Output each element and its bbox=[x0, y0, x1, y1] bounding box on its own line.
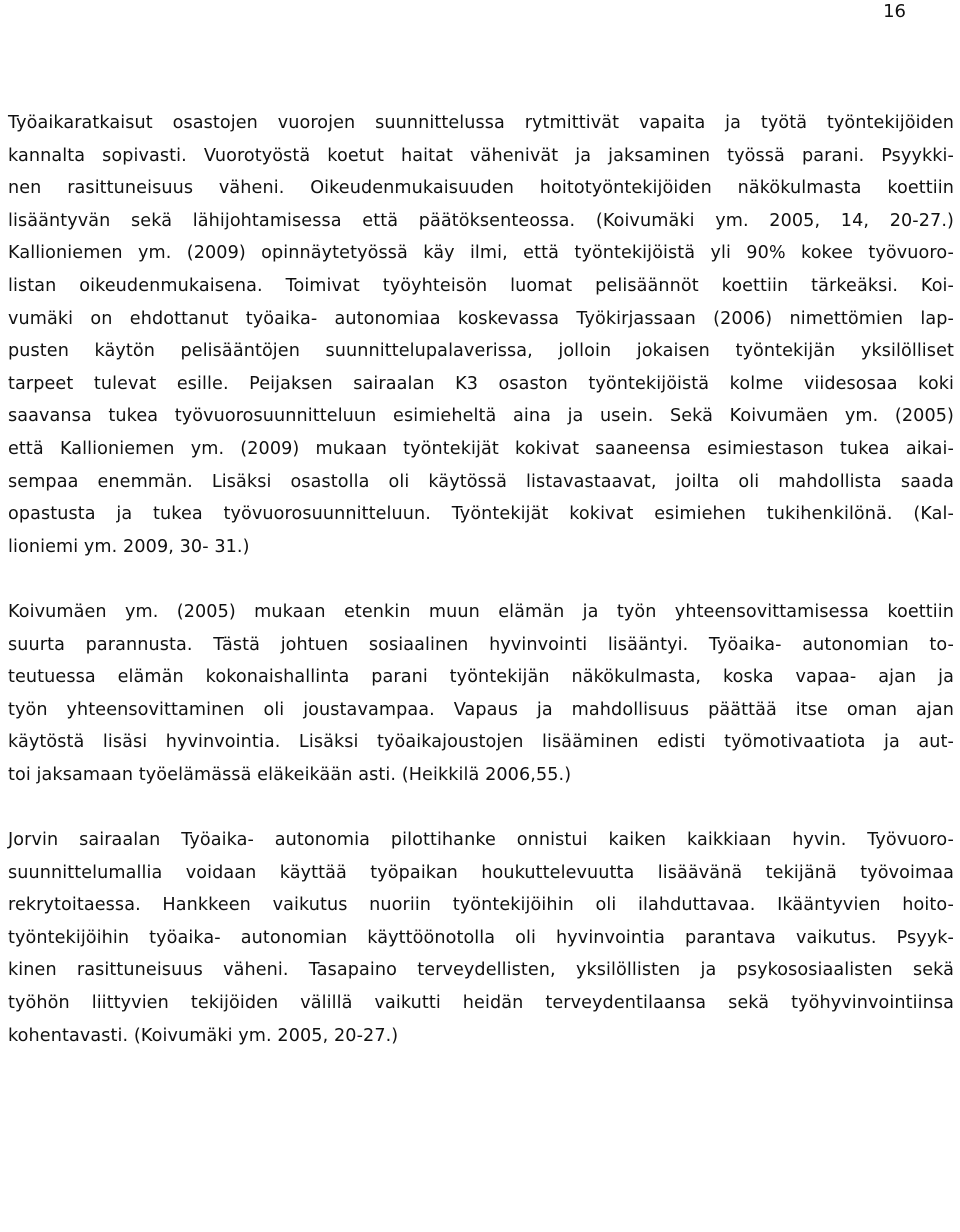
text-line: sempaa enemmän. Lisäksi osastolla oli käytössä listavastaavat, joilta oli mahdollista saada bbox=[8, 471, 954, 492]
text-line: teutuessa elämän kokonaishallinta parani työntekijän näkökulmasta, koska vapaa- ajan ja bbox=[8, 667, 954, 688]
page-number: 16 bbox=[883, 1, 906, 22]
text-line: suurta parannusta. Tästä johtuen sosiaalinen hyvinvointi lisääntyi. Työaika- autonomian to- bbox=[8, 634, 954, 655]
text-line: että Kallioniemen ym. (2009) mukaan työntekijät kokivat saaneensa esimiestason tukea aikai- bbox=[8, 438, 954, 459]
document-body bbox=[8, 107, 954, 1052]
text-line: työhön liittyvien tekijöiden välillä vaikutti heidän terveydentilaansa sekä työhyvinvointiinsa bbox=[8, 993, 954, 1014]
text-line: käytöstä lisäsi hyvinvointia. Lisäksi työaikajoustojen lisääminen edisti työmotivaatiota ja aut- bbox=[8, 732, 954, 753]
paragraph-2 bbox=[8, 596, 954, 792]
text-line: työntekijöihin työaika- autonomian käyttöönotolla oli hyvinvointia parantava vaikutus. Psyyk- bbox=[8, 927, 954, 948]
text-line: pusten käytön pelisääntöjen suunnittelupalaverissa, jolloin jokaisen työntekijän yksilölliset bbox=[8, 341, 954, 362]
text-line: listan oikeudenmukaisena. Toimivat työyhteisön luomat pelisäännöt koettiin tärkeäksi. Koi- bbox=[8, 275, 954, 296]
paragraph-spacer bbox=[8, 791, 954, 824]
text-line: Koivumäen ym. (2005) mukaan etenkin muun elämän ja työn yhteensovittamisessa koettiin bbox=[8, 601, 954, 622]
paragraph-1 bbox=[8, 107, 954, 563]
text-line: nen rasittuneisuus väheni. Oikeudenmukaisuuden hoitotyöntekijöiden näkökulmasta koettiin bbox=[8, 178, 954, 199]
text-line: saavansa tukea työvuorosuunnitteluun esimieheltä aina ja usein. Sekä Koivumäen ym. (2005) bbox=[8, 406, 954, 427]
text-line: suunnittelumallia voidaan käyttää työpaikan houkuttelevuutta lisäävänä tekijänä työvoimaa bbox=[8, 862, 954, 883]
text-line: opastusta ja tukea työvuorosuunnitteluun. Työntekijät kokivat esimiehen tukihenkilönä. (Kal- bbox=[8, 504, 954, 525]
text-line: kohentavasti. (Koivumäki ym. 2005, 20-27.) bbox=[8, 1025, 399, 1046]
paragraph-3 bbox=[8, 824, 954, 1052]
text-line: kannalta sopivasti. Vuorotyöstä koetut haitat vähenivät ja jaksaminen työssä parani. Psyykki- bbox=[8, 145, 954, 166]
text-line: lisääntyvän sekä lähijohtamisessa että päätöksenteossa. (Koivumäki ym. 2005, 14, 20-27.) bbox=[8, 210, 954, 231]
text-line: lioniemi ym. 2009, 30- 31.) bbox=[8, 536, 250, 557]
text-line: tarpeet tulevat esille. Peijaksen sairaalan K3 osaston työntekijöistä kolme viidesosaa koki bbox=[8, 373, 954, 394]
text-line: Kallioniemen ym. (2009) opinnäytetyössä käy ilmi, että työntekijöistä yli 90% kokee työvuoro- bbox=[8, 243, 954, 264]
text-line: rekrytoitaessa. Hankkeen vaikutus nuoriin työntekijöihin oli ilahduttavaa. Ikääntyvien hoito- bbox=[8, 895, 954, 916]
text-line: Työaikaratkaisut osastojen vuorojen suunnittelussa rytmittivät vapaita ja työtä työntekijöiden bbox=[8, 113, 954, 133]
text-line: vumäki on ehdottanut työaika- autonomiaa koskevassa Työkirjassaan (2006) nimettömien lap- bbox=[8, 308, 954, 329]
text-line: Jorvin sairaalan Työaika- autonomia pilottihanke onnistui kaiken kaikkiaan hyvin. Työvuoro- bbox=[8, 830, 954, 851]
text-line: kinen rasittuneisuus väheni. Tasapaino terveydellisten, yksilöllisten ja psykososiaalisten sekä bbox=[8, 960, 954, 981]
paragraph-spacer bbox=[8, 563, 954, 596]
text-line: työn yhteensovittaminen oli joustavampaa. Vapaus ja mahdollisuus päättää itse oman ajan bbox=[8, 699, 954, 720]
text-line: toi jaksamaan työelämässä eläkeikään asti. (Heikkilä 2006,55.) bbox=[8, 764, 572, 785]
